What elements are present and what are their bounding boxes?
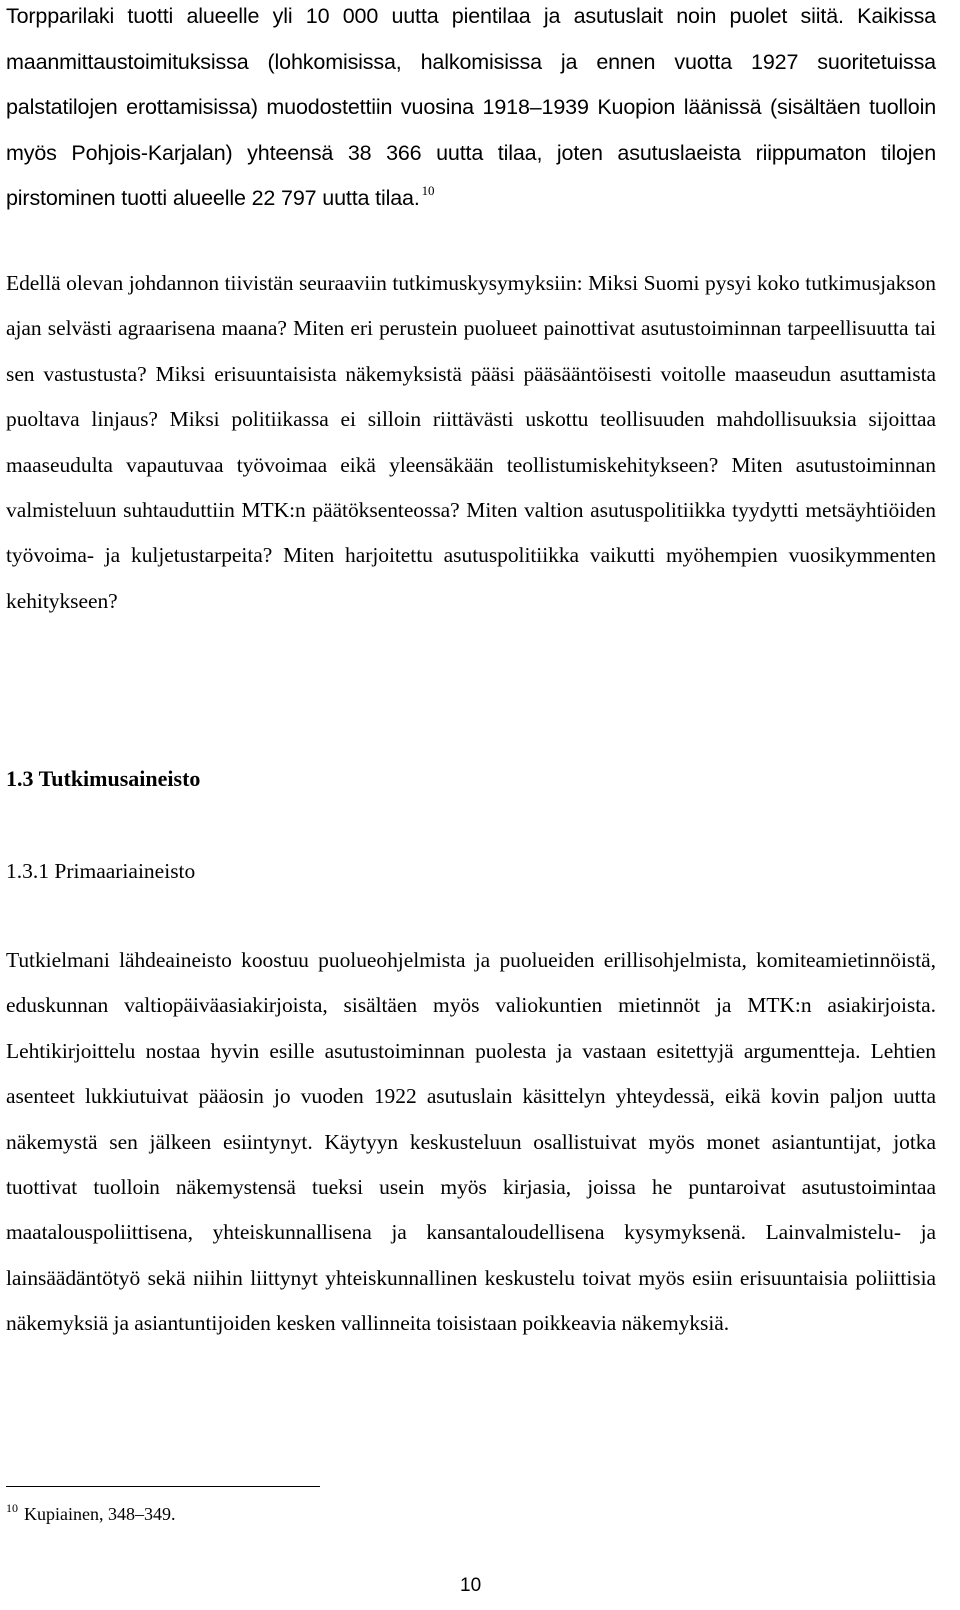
intro-paragraph [6, 0, 936, 222]
research-questions-paragraph: Edellä olevan johdannon tiivistän seuraaviin tutkimuskysymyksiin: Miksi Suomi pysyi koko tutkimusjakson ajan selvästi agraarisena maana? Miten eri perustein puolueet painottivat asutustoiminnan tarpeellisuutta tai sen vastustusta? Miksi erisuuntaisista näkemyksistä pääsi pääsääntöisesti voitolle maaseudun asuttamista puoltava linjaus? Miksi politiikassa ei silloin riittävästi uskottu teollisuuden mahdollisuuksia sijoittaa maaseudulta vapautuvaa työvoimaa eikä yleensäkään teollistumiskehitykseen? Miten asutustoiminnan valmisteluun suhtauduttiin MTK:n päätöksenteossa? Miten valtion asutuspolitiikka tyydytti metsäyhtiöiden työvoima- ja kuljetustarpeita? Miten harjoitettu asutuspolitiikka vaikutti myöhempien vuosikymmenten kehitykseen? [6, 271, 936, 613]
intro-paragraph-text: Torpparilaki tuotti alueelle yli 10 000 uutta pientilaa ja asutuslait noin puolet siitä. Kaikissa maanmittaustoimituksissa (lohkomisissa, halkomisissa ja ennen vuotta 1927 suoritetuissa palstatilojen erottamisissa) muodostettiin vuosina 1918–1939 Kuopion läänissä (sisältäen tuolloin myös Pohjois-Karjalan) yhteensä 38 366 uutta tilaa, joten asutuslaeista riippumaton tilojen pirstominen tuotti alueelle 22 797 uutta tilaa. [6, 4, 936, 210]
footnote [6, 1494, 175, 1529]
section-heading: 1.3 Tutkimusaineisto [6, 766, 201, 791]
page-number: 10 [460, 1575, 482, 1596]
source-material-paragraph: Tutkielmani lähdeaineisto koostuu puolueohjelmista ja puolueiden erillisohjelmista, komiteamietinnöistä, eduskunnan valtiopäiväasiakirjoista, sisältäen myös valiokuntien mietinnöt ja MTK:n asiakirjoista. Lehtikirjoittelu nostaa hyvin esille asutustoiminnan puolesta ja vastaan esitettyjä argumentteja. Lehtien asenteet lukkiutuivat pääosin jo vuoden 1922 asutuslain käsittelyn yhteydessä, eikä kovin paljon uutta näkemystä sen jälkeen esiintynyt. Käytyyn keskusteluun osallistuivat myös monet asiantuntijat, jotka tuottivat tuolloin näkemystensä tueksi usein myös kirjasia, joissa he puntaroivat asutustoimintaa maatalouspoliittisena, yhteiskunnallisena ja kansantaloudellisena kysymyksenä. Lainvalmistelu- ja lainsäädäntötyö sekä niihin liittynyt yhteiskunnallinen keskustelu toivat myös esiin erisuuntaisia poliittisia näkemyksiä ja asiantuntijoiden kesken vallinneita toisistaan poikkeavia näkemyksiä. [6, 948, 936, 1336]
footnote-text: Kupiainen, 348–349. [24, 1504, 176, 1524]
footnote-separator [6, 1486, 320, 1487]
footnote-reference: 10 [421, 182, 435, 198]
subsection-heading: 1.3.1 Primaariaineisto [6, 859, 196, 883]
footnote-number: 10 [6, 1501, 18, 1515]
